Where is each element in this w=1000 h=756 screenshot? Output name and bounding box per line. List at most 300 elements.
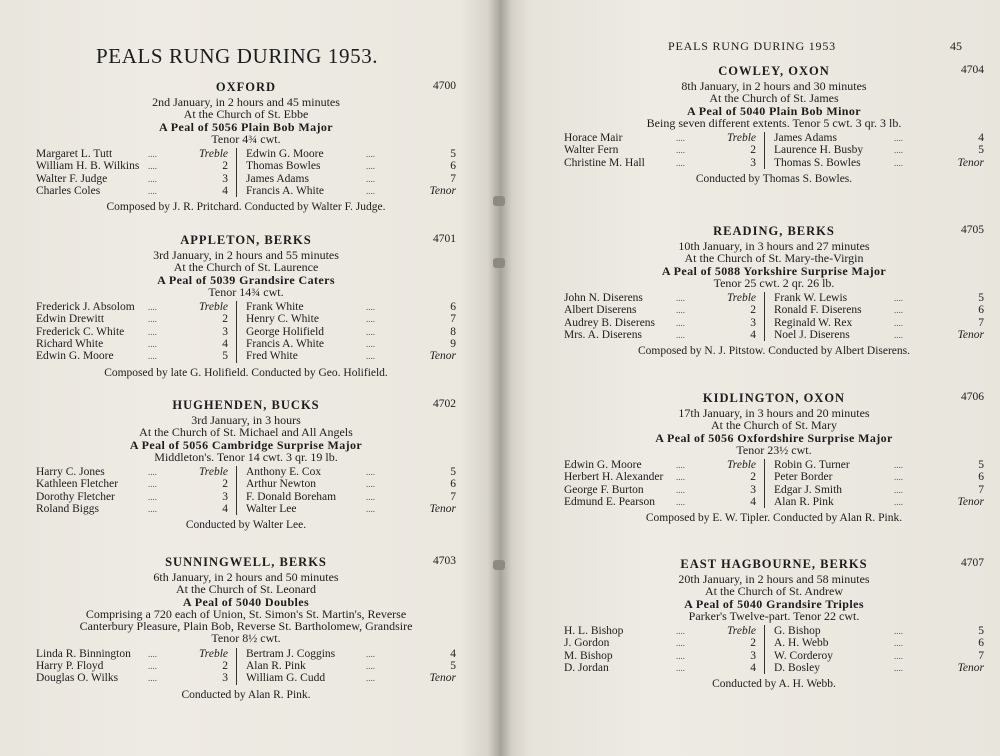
peal-details: Tenor 4¾ cwt. bbox=[211, 131, 281, 146]
bell-number: 5 bbox=[450, 660, 456, 673]
ringer-name: George F. Burton bbox=[564, 483, 644, 496]
ringer-name: D. Jordan bbox=[564, 662, 609, 675]
peal-method-title: A Peal of 5056 Cambridge Surprise Major bbox=[129, 437, 363, 452]
peal-method-title: A Peal of 5040 Grandsire Triples bbox=[684, 596, 864, 611]
peal-info-line: 10th January, in 3 hours and 27 minutes bbox=[678, 239, 870, 253]
ringer-name: A. H. Webb bbox=[774, 637, 829, 650]
leader-dots: .... bbox=[148, 661, 157, 672]
ringer-row bbox=[564, 292, 984, 304]
peal-footer: Composed by E. W. Tipler. Conducted by Alan R. Pink. bbox=[645, 512, 903, 525]
peal-header bbox=[36, 80, 456, 96]
ringer-name: Edwin G. Moore bbox=[246, 148, 324, 161]
ringer-row bbox=[36, 648, 456, 660]
leader-dots: .... bbox=[366, 479, 375, 490]
peal-details: Tenor 8½ cwt. bbox=[211, 631, 281, 646]
ringer-name: Ronald F. Diserens bbox=[774, 304, 862, 317]
leader-dots: .... bbox=[676, 460, 685, 471]
leader-dots: .... bbox=[366, 648, 375, 659]
ringer-name: Anthony E. Cox bbox=[246, 466, 322, 479]
leader-dots: .... bbox=[894, 133, 903, 144]
peal-info-line: 6th January, in 2 hours and 50 minutes bbox=[153, 570, 339, 584]
bell-number: 2 bbox=[750, 144, 756, 157]
peal-place: KIDLINGTON, OXON bbox=[702, 391, 846, 405]
ringer-name: Henry C. White bbox=[246, 313, 319, 326]
ringer-name: Edwin Drewitt bbox=[36, 313, 105, 326]
bell-number: Treble bbox=[727, 459, 756, 472]
ringers-list bbox=[36, 648, 456, 685]
peal-place: READING, BERKS bbox=[713, 224, 835, 238]
bell-number: Tenor bbox=[429, 185, 456, 198]
ringer-name: J. Gordon bbox=[564, 637, 610, 650]
bell-number: 7 bbox=[978, 483, 984, 496]
ringer-row bbox=[36, 491, 456, 503]
peal-details: Parker's Twelve-part. Tenor 22 cwt. bbox=[688, 608, 860, 623]
leader-dots: .... bbox=[894, 157, 903, 168]
leader-dots: .... bbox=[676, 305, 685, 316]
leader-dots: .... bbox=[148, 467, 157, 478]
bell-number: 5 bbox=[978, 292, 984, 305]
ringer-row bbox=[564, 662, 984, 674]
peal-info-line: At the Church of St. Mary-the-Virgin bbox=[684, 251, 864, 266]
ringer-name: Margaret L. Tutt bbox=[36, 148, 113, 161]
ringer-name: Francis A. White bbox=[246, 185, 325, 198]
leader-dots: .... bbox=[894, 460, 903, 471]
ringer-name: Alan R. Pink bbox=[246, 660, 306, 673]
bell-number: Treble bbox=[727, 132, 756, 145]
leader-dots: .... bbox=[676, 472, 685, 483]
peal-header bbox=[564, 391, 984, 407]
peal-entry bbox=[564, 391, 984, 524]
ringer-name: W. Corderoy bbox=[774, 649, 833, 662]
ringer-name: Dorothy Fletcher bbox=[36, 490, 115, 503]
peal-header bbox=[564, 557, 984, 573]
bell-number: 4 bbox=[750, 329, 756, 342]
peal-info-line: At the Church of St. Michael and All Angels bbox=[139, 425, 353, 440]
peal-number: 4704 bbox=[961, 64, 984, 76]
peal-info-line: At the Church of St. Ebbe bbox=[183, 107, 309, 122]
bell-number: 3 bbox=[750, 156, 756, 169]
peal-entry bbox=[36, 555, 456, 701]
peal-composition-line: Comprising a 720 each of Union, St. Simon's St. Martin's, Reverse bbox=[85, 606, 407, 621]
leader-dots: .... bbox=[366, 186, 375, 197]
peal-footer: Conducted by Thomas S. Bowles. bbox=[695, 173, 853, 186]
ringer-name: Edwin G. Moore bbox=[36, 350, 114, 363]
ringer-row bbox=[564, 304, 984, 316]
bell-number: Tenor bbox=[957, 156, 984, 169]
bell-number: 3 bbox=[750, 316, 756, 329]
leader-dots: .... bbox=[894, 497, 903, 508]
ringers-list bbox=[564, 459, 984, 508]
page-number: 45 bbox=[950, 39, 962, 53]
peal-info-line: 2nd January, in 2 hours and 45 minutes bbox=[152, 95, 340, 109]
peal-header bbox=[36, 555, 456, 571]
bell-number: Tenor bbox=[429, 350, 456, 363]
peal-entry bbox=[564, 557, 984, 690]
bell-number: 6 bbox=[450, 160, 456, 173]
ringers-list bbox=[564, 132, 984, 169]
ringer-name: Alan R. Pink bbox=[774, 496, 834, 509]
column-divider bbox=[236, 148, 237, 197]
leader-dots: .... bbox=[676, 145, 685, 156]
ringer-name: George Holifield bbox=[246, 325, 325, 338]
ringer-row bbox=[564, 484, 984, 496]
ringer-name: Walter Fern bbox=[564, 144, 619, 157]
leader-dots: .... bbox=[894, 293, 903, 304]
leader-dots: .... bbox=[894, 330, 903, 341]
column-divider bbox=[764, 459, 765, 508]
ringer-name: Linda R. Binnington bbox=[36, 647, 131, 660]
ringer-row bbox=[36, 672, 456, 684]
bell-number: Tenor bbox=[429, 503, 456, 516]
bell-number: 3 bbox=[750, 483, 756, 496]
leader-dots: .... bbox=[366, 673, 375, 684]
leader-dots: .... bbox=[676, 133, 685, 144]
peal-entry bbox=[564, 224, 984, 357]
bell-number: 4 bbox=[750, 662, 756, 675]
column-divider bbox=[764, 132, 765, 169]
leader-dots: .... bbox=[676, 626, 685, 637]
leader-dots: .... bbox=[148, 339, 157, 350]
leader-dots: .... bbox=[894, 484, 903, 495]
peal-method-title: A Peal of 5088 Yorkshire Surprise Major bbox=[661, 263, 887, 278]
peal-entry bbox=[36, 233, 456, 379]
ringer-name: Harry P. Floyd bbox=[36, 660, 104, 673]
bell-number: 3 bbox=[222, 325, 228, 338]
ringer-name: Charles Coles bbox=[36, 185, 101, 198]
ringer-name: Reginald W. Rex bbox=[774, 316, 853, 329]
peal-details: Being seven different extents. Tenor 5 cwt. 3 qr. 3 lb. bbox=[646, 115, 902, 130]
bell-number: 6 bbox=[450, 301, 456, 314]
peal-composition-line: Canterbury Pleasure, Plain Bob, Reverse St. Bartholomew, Grandsire bbox=[79, 619, 413, 634]
ringer-row bbox=[36, 660, 456, 672]
bell-number: 5 bbox=[450, 466, 456, 479]
bell-number: 2 bbox=[750, 637, 756, 650]
peal-info-line: At the Church of St. Leonard bbox=[176, 582, 316, 597]
peal-footer: Conducted by Alan R. Pink. bbox=[181, 688, 311, 701]
bell-number: 5 bbox=[450, 148, 456, 161]
ringer-row bbox=[36, 160, 456, 172]
ringer-name: William G. Cudd bbox=[246, 672, 326, 685]
peal-info-line: 17th January, in 3 hours and 20 minutes bbox=[678, 406, 870, 420]
peal-footer: Conducted by Walter Lee. bbox=[185, 519, 307, 532]
ringer-name: Thomas S. Bowles bbox=[774, 156, 861, 169]
ringer-name: G. Bishop bbox=[774, 625, 821, 638]
ringer-name: Roland Biggs bbox=[36, 503, 99, 516]
ringer-name: Douglas O. Wilks bbox=[36, 672, 119, 685]
peal-footer: Conducted by A. H. Webb. bbox=[712, 678, 836, 691]
ringer-row bbox=[36, 478, 456, 490]
book-gutter bbox=[488, 0, 512, 756]
ringers-list bbox=[36, 466, 456, 515]
leader-dots: .... bbox=[148, 326, 157, 337]
leader-dots: .... bbox=[894, 663, 903, 674]
leader-dots: .... bbox=[148, 504, 157, 515]
bell-number: 6 bbox=[978, 637, 984, 650]
bell-number: 9 bbox=[450, 338, 456, 351]
ringer-name: Horace Mair bbox=[564, 132, 623, 145]
peal-number: 4701 bbox=[433, 233, 456, 245]
ringer-name: F. Donald Boreham bbox=[246, 490, 337, 503]
ringer-name: Robin G. Turner bbox=[774, 459, 850, 472]
column-divider bbox=[764, 625, 765, 674]
ringer-name: John N. Diserens bbox=[564, 292, 643, 305]
ringer-name: Arthur Newton bbox=[246, 478, 316, 491]
binding-staple bbox=[493, 196, 505, 206]
peal-info-line: At the Church of St. Andrew bbox=[705, 584, 843, 599]
bell-number: Tenor bbox=[957, 329, 984, 342]
ringer-name: James Adams bbox=[774, 132, 837, 145]
bell-number: Treble bbox=[199, 466, 228, 479]
ringer-name: Frank W. Lewis bbox=[774, 292, 848, 305]
peal-method-title: A Peal of 5040 Doubles bbox=[182, 594, 310, 609]
bell-number: Treble bbox=[727, 625, 756, 638]
binding-staple bbox=[493, 560, 505, 570]
leader-dots: .... bbox=[148, 161, 157, 172]
peal-place: APPLETON, BERKS bbox=[180, 233, 312, 247]
ringer-name: Edmund E. Pearson bbox=[564, 496, 656, 509]
peal-details: Middleton's. Tenor 14 cwt. 3 qr. 19 lb. bbox=[154, 449, 338, 464]
ringer-name: Audrey B. Diserens bbox=[564, 316, 656, 329]
bell-number: 7 bbox=[978, 316, 984, 329]
peal-method-title: A Peal of 5056 Plain Bob Major bbox=[159, 119, 333, 134]
binding-staple bbox=[493, 258, 505, 268]
ringer-row bbox=[564, 459, 984, 471]
ringer-row bbox=[564, 157, 984, 169]
ringer-row bbox=[36, 185, 456, 197]
peal-number: 4703 bbox=[433, 555, 456, 567]
bell-number: 5 bbox=[978, 459, 984, 472]
peal-number: 4700 bbox=[433, 80, 456, 92]
ringer-name: Frank White bbox=[246, 301, 304, 314]
leader-dots: .... bbox=[148, 149, 157, 160]
peal-entry bbox=[36, 80, 456, 213]
leader-dots: .... bbox=[366, 161, 375, 172]
peal-details: Tenor 25 cwt. 2 qr. 26 lb. bbox=[713, 275, 835, 290]
peal-number: 4705 bbox=[961, 224, 984, 236]
bell-number: 2 bbox=[222, 313, 228, 326]
leader-dots: .... bbox=[148, 648, 157, 659]
bell-number: 4 bbox=[450, 647, 456, 660]
leader-dots: .... bbox=[366, 661, 375, 672]
bell-number: 5 bbox=[222, 350, 228, 363]
column-divider bbox=[236, 648, 237, 685]
ringers-list bbox=[36, 148, 456, 197]
bell-number: 6 bbox=[978, 304, 984, 317]
bell-number: Treble bbox=[727, 292, 756, 305]
ringer-name: Frederick C. White bbox=[36, 325, 125, 338]
bell-number: 7 bbox=[450, 490, 456, 503]
leader-dots: .... bbox=[894, 472, 903, 483]
peal-header bbox=[36, 233, 456, 249]
peal-info-line: At the Church of St. Laurence bbox=[173, 260, 319, 275]
bell-number: 2 bbox=[222, 160, 228, 173]
leader-dots: .... bbox=[148, 186, 157, 197]
leader-dots: .... bbox=[676, 650, 685, 661]
ringer-row bbox=[36, 503, 456, 515]
bell-number: 3 bbox=[750, 649, 756, 662]
ringer-name: Bertram J. Coggins bbox=[246, 647, 336, 660]
bell-number: 6 bbox=[978, 471, 984, 484]
peal-number: 4706 bbox=[961, 391, 984, 403]
peal-number: 4702 bbox=[433, 398, 456, 410]
bell-number: 3 bbox=[222, 172, 228, 185]
bell-number: 6 bbox=[450, 478, 456, 491]
column-divider bbox=[236, 301, 237, 363]
leader-dots: .... bbox=[676, 663, 685, 674]
running-head: PEALS RUNG DURING 1953 bbox=[668, 39, 836, 53]
leader-dots: .... bbox=[366, 467, 375, 478]
ringer-name: Richard White bbox=[36, 338, 104, 351]
ringer-row bbox=[36, 313, 456, 325]
peal-header bbox=[564, 64, 984, 80]
bell-number: 3 bbox=[222, 490, 228, 503]
ringer-name: Kathleen Fletcher bbox=[36, 478, 119, 491]
peal-footer: Composed by J. R. Pritchard. Conducted by Walter F. Judge. bbox=[106, 201, 386, 214]
leader-dots: .... bbox=[894, 145, 903, 156]
leader-dots: .... bbox=[894, 650, 903, 661]
ringer-row bbox=[564, 317, 984, 329]
leader-dots: .... bbox=[148, 314, 157, 325]
ringer-name: Herbert H. Alexander bbox=[564, 471, 664, 484]
bell-number: Tenor bbox=[429, 672, 456, 685]
bell-number: 5 bbox=[978, 625, 984, 638]
leader-dots: .... bbox=[366, 314, 375, 325]
bell-number: 4 bbox=[978, 132, 984, 145]
leader-dots: .... bbox=[366, 491, 375, 502]
peal-method-title: A Peal of 5040 Plain Bob Minor bbox=[687, 103, 861, 118]
bell-number: 8 bbox=[450, 325, 456, 338]
peal-info-line: 3rd January, in 3 hours bbox=[191, 413, 301, 427]
ringer-row bbox=[564, 132, 984, 144]
bell-number: 4 bbox=[750, 496, 756, 509]
leader-dots: .... bbox=[148, 351, 157, 362]
peal-entry bbox=[564, 64, 984, 185]
peal-place: COWLEY, OXON bbox=[718, 64, 830, 78]
peal-details: Tenor 23½ cwt. bbox=[736, 442, 812, 457]
leader-dots: .... bbox=[676, 638, 685, 649]
leader-dots: .... bbox=[676, 157, 685, 168]
right-page bbox=[500, 0, 1000, 756]
leader-dots: .... bbox=[894, 626, 903, 637]
ringer-name: D. Bosley bbox=[774, 662, 820, 675]
ringer-row bbox=[564, 625, 984, 637]
ringer-name: Frederick J. Absolom bbox=[36, 301, 135, 314]
ringer-name: Mrs. A. Diserens bbox=[564, 329, 642, 342]
peal-footer: Composed by late G. Holifield. Conducted by Geo. Holifield. bbox=[104, 366, 388, 379]
column-divider bbox=[236, 466, 237, 515]
bell-number: 4 bbox=[222, 503, 228, 516]
ringers-list bbox=[564, 292, 984, 341]
ringer-name: Edgar J. Smith bbox=[774, 483, 843, 496]
bell-number: 7 bbox=[978, 649, 984, 662]
bell-number: 5 bbox=[978, 144, 984, 157]
leader-dots: .... bbox=[148, 479, 157, 490]
ringer-row bbox=[564, 496, 984, 508]
bell-number: 2 bbox=[222, 478, 228, 491]
ringer-name: Edwin G. Moore bbox=[564, 459, 642, 472]
leader-dots: .... bbox=[366, 504, 375, 515]
peal-place: SUNNINGWELL, BERKS bbox=[165, 555, 327, 569]
bell-number: Tenor bbox=[957, 496, 984, 509]
ringer-name: Peter Border bbox=[774, 471, 833, 484]
leader-dots: .... bbox=[366, 326, 375, 337]
peal-footer: Composed by N. J. Pitstow. Conducted by Albert Diserens. bbox=[637, 345, 911, 358]
peal-place: HUGHENDEN, BUCKS bbox=[172, 398, 320, 412]
leader-dots: .... bbox=[676, 293, 685, 304]
leader-dots: .... bbox=[148, 673, 157, 684]
peal-info-line: 20th January, in 2 hours and 58 minutes bbox=[678, 572, 870, 586]
bell-number: Treble bbox=[199, 647, 228, 660]
bell-number: 4 bbox=[222, 185, 228, 198]
ringer-name: Albert Diserens bbox=[564, 304, 637, 317]
ringer-name: Fred White bbox=[246, 350, 298, 363]
leader-dots: .... bbox=[366, 149, 375, 160]
ringer-row bbox=[36, 466, 456, 478]
leader-dots: .... bbox=[148, 302, 157, 313]
ringer-row bbox=[564, 144, 984, 156]
ringer-name: Laurence H. Busby bbox=[774, 144, 864, 157]
peal-info-line: 3rd January, in 2 hours and 55 minutes bbox=[153, 248, 339, 262]
leader-dots: .... bbox=[676, 497, 685, 508]
bell-number: 2 bbox=[222, 660, 228, 673]
bell-number: 4 bbox=[222, 338, 228, 351]
ringer-row bbox=[36, 301, 456, 313]
peal-method-title: A Peal of 5039 Grandsire Caters bbox=[157, 272, 335, 287]
peal-entry bbox=[36, 398, 456, 531]
ringer-name: Francis A. White bbox=[246, 338, 325, 351]
ringer-row bbox=[36, 338, 456, 350]
bell-number: 7 bbox=[450, 313, 456, 326]
leader-dots: .... bbox=[676, 317, 685, 328]
leader-dots: .... bbox=[676, 484, 685, 495]
ringers-list bbox=[36, 301, 456, 362]
leader-dots: .... bbox=[894, 305, 903, 316]
bell-number: Treble bbox=[199, 148, 228, 161]
bell-number: 2 bbox=[750, 304, 756, 317]
ringer-row bbox=[564, 329, 984, 341]
ringer-row bbox=[36, 326, 456, 338]
leader-dots: .... bbox=[676, 330, 685, 341]
ringer-name: Noel J. Diserens bbox=[774, 329, 850, 342]
ringer-name: H. L. Bishop bbox=[564, 625, 624, 638]
ringer-name: Christine M. Hall bbox=[564, 156, 645, 169]
ringer-row bbox=[36, 148, 456, 160]
peal-place: EAST HAGBOURNE, BERKS bbox=[680, 557, 868, 571]
peal-info-line: 8th January, in 2 hours and 30 minutes bbox=[681, 79, 867, 93]
leader-dots: .... bbox=[894, 317, 903, 328]
leader-dots: .... bbox=[148, 173, 157, 184]
leader-dots: .... bbox=[366, 339, 375, 350]
bell-number: 7 bbox=[450, 172, 456, 185]
ringer-name: Harry C. Jones bbox=[36, 466, 105, 479]
ringer-name: Thomas Bowles bbox=[246, 160, 321, 173]
ringer-name: Walter Lee bbox=[246, 503, 297, 516]
bell-number: Treble bbox=[199, 301, 228, 314]
ringer-name: M. Bishop bbox=[564, 649, 613, 662]
ringers-list bbox=[564, 625, 984, 674]
bell-number: 2 bbox=[750, 471, 756, 484]
ringer-row bbox=[564, 650, 984, 662]
ringer-row bbox=[36, 173, 456, 185]
peal-details: Tenor 14¾ cwt. bbox=[208, 284, 284, 299]
peal-header bbox=[564, 224, 984, 240]
bell-number: Tenor bbox=[957, 662, 984, 675]
ringer-row bbox=[564, 637, 984, 649]
ringer-row bbox=[564, 471, 984, 483]
leader-dots: .... bbox=[366, 173, 375, 184]
peal-method-title: A Peal of 5056 Oxfordshire Surprise Major bbox=[655, 430, 893, 445]
peal-place: OXFORD bbox=[215, 80, 277, 94]
